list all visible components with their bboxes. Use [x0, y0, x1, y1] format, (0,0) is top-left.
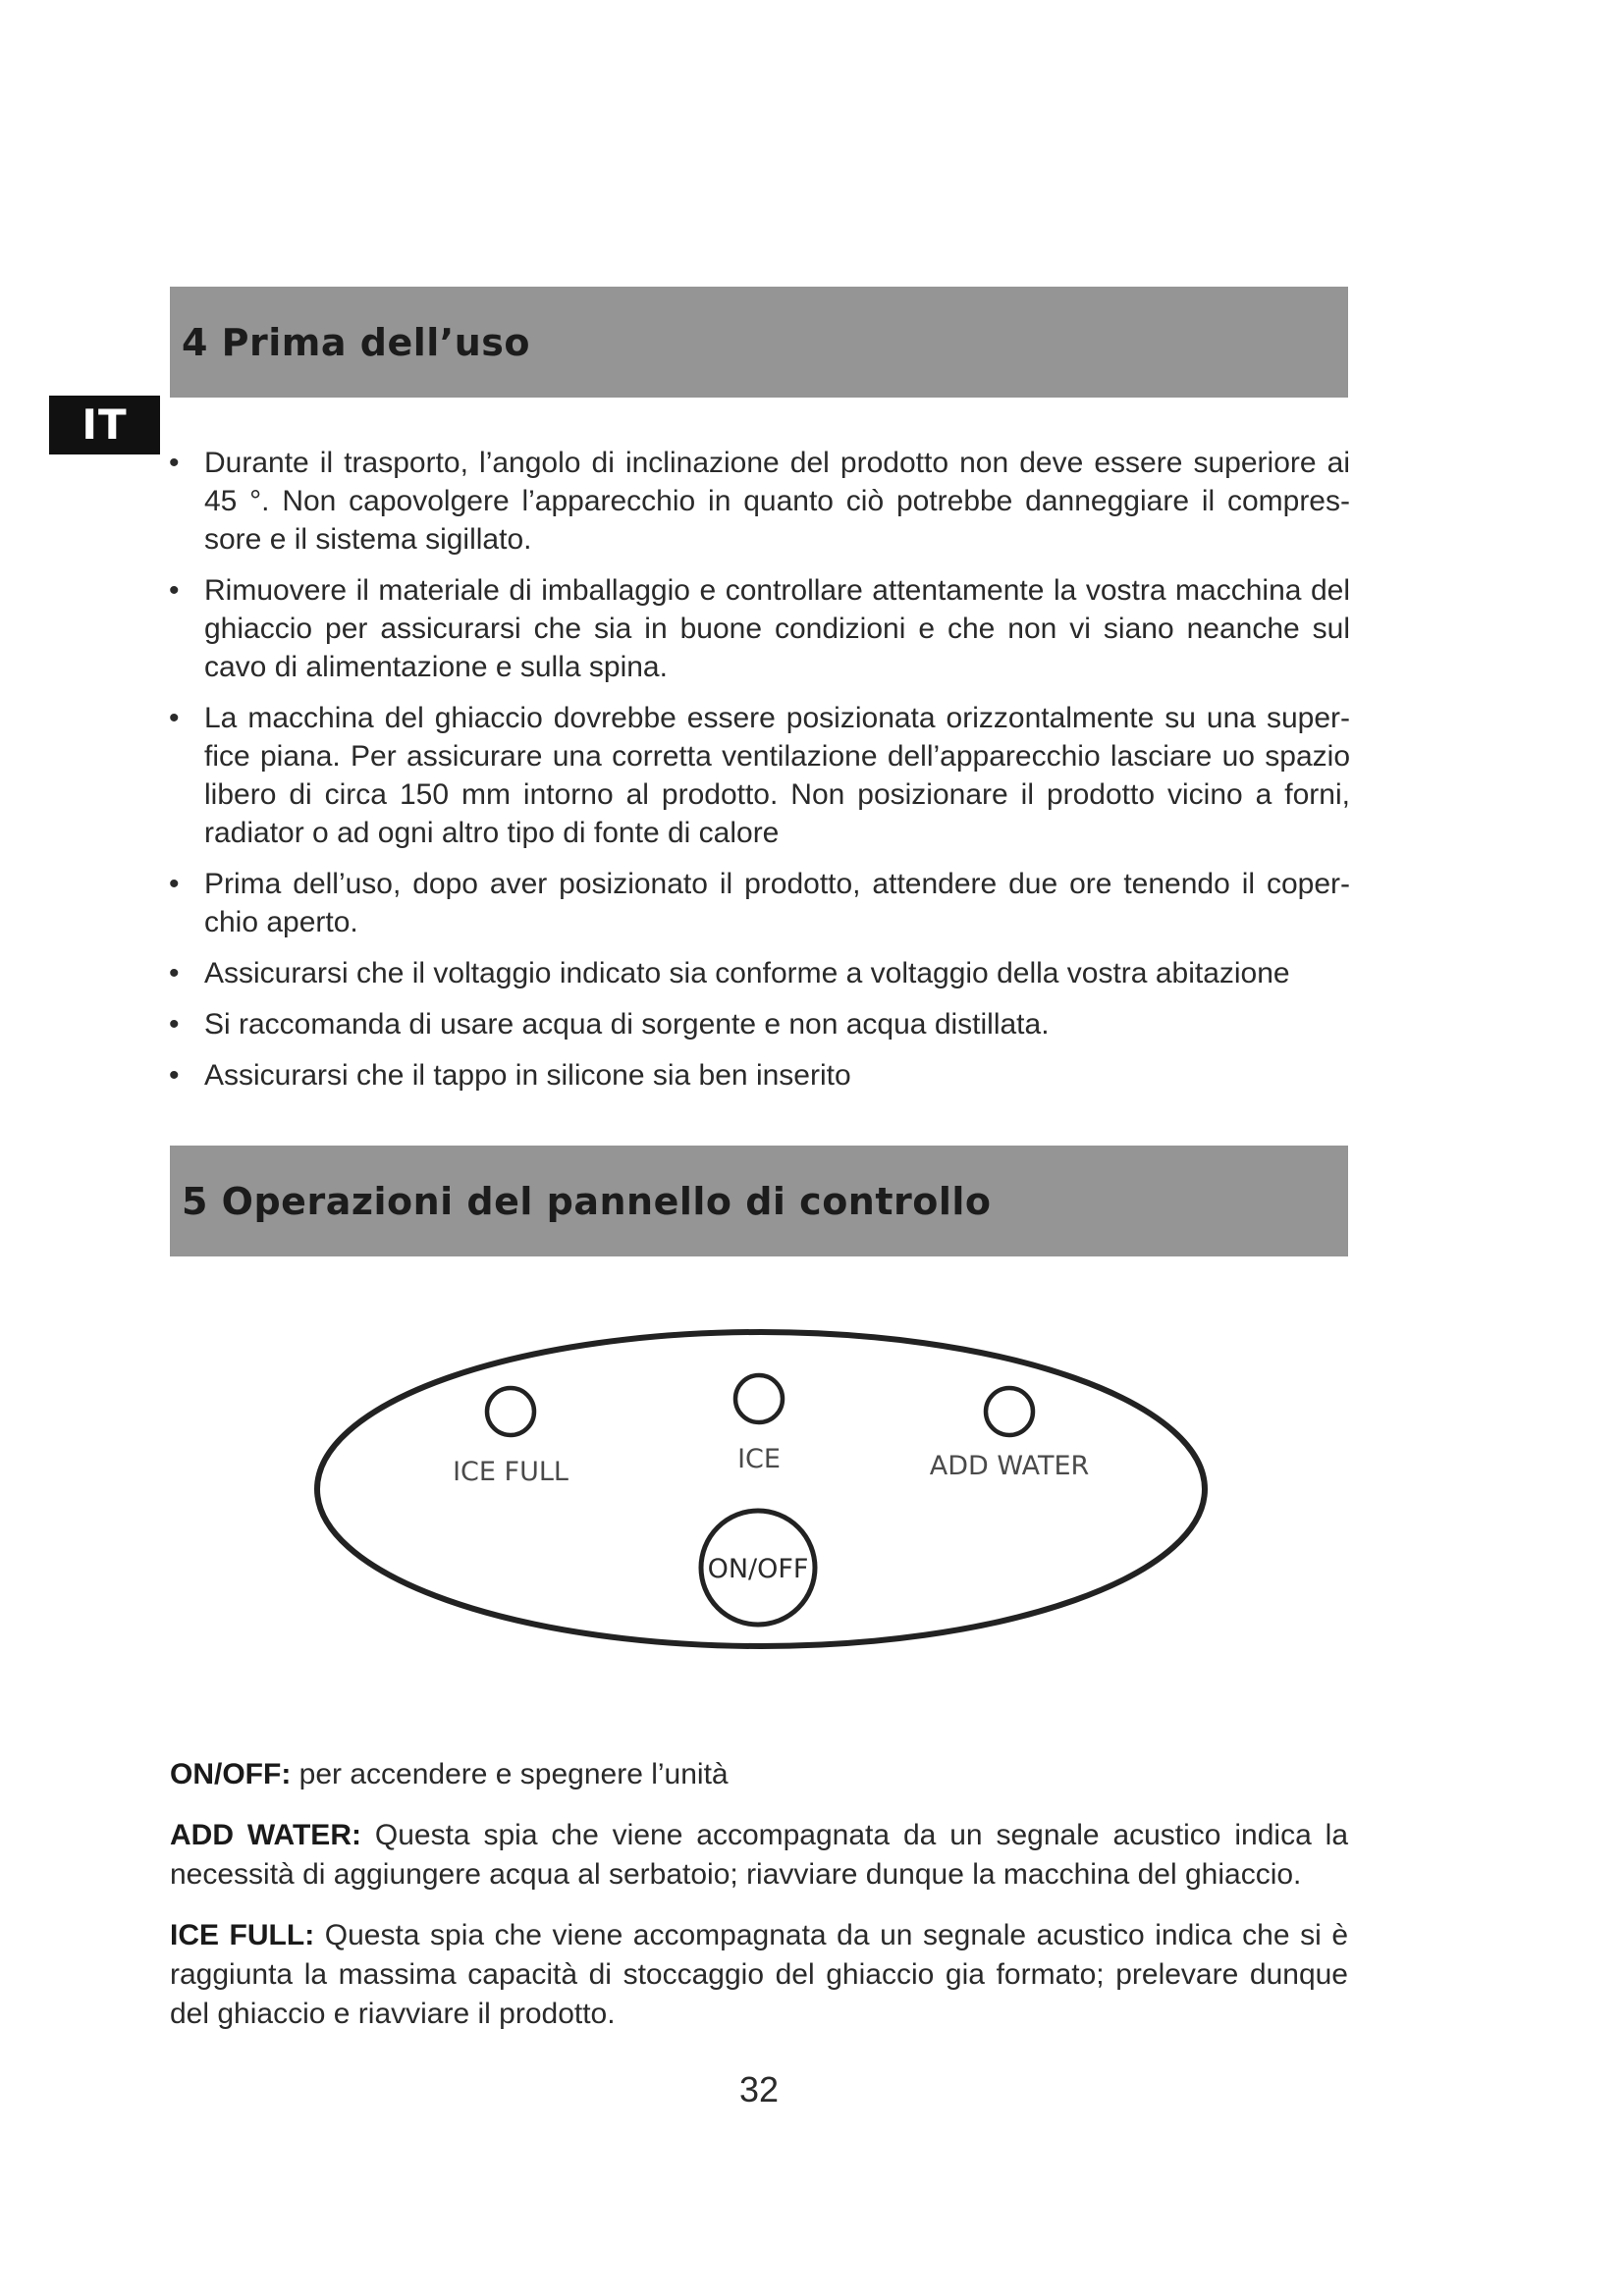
section-header-prima-uso — [170, 287, 1348, 398]
bullet-icon: • — [169, 702, 180, 734]
bullet-icon: • — [169, 574, 180, 607]
add-water-label: ADD WATER — [929, 1451, 1090, 1481]
onoff-text: per accendere e spegnere l’unità — [291, 1758, 729, 1790]
list-item: • La macchina del ghiaccio dovrebbe essere posizionata orizzontalmente su una super-fice piana. Per assicurare una corretta ventilazione dell’apparecchio lasciare uo spazio libero di circa 150 mm intorno al prodotto. Non posizionare il prodotto vicino a forni, radiator o ad ogni altro tipo di fonte di calore — [167, 699, 1350, 852]
language-tab: IT — [49, 396, 160, 454]
control-panel-diagram — [304, 1320, 1218, 1659]
onoff-description — [170, 1755, 1348, 1794]
bullet-icon: • — [169, 447, 180, 479]
section-header-pannello-controllo — [170, 1146, 1348, 1256]
bullet-icon: • — [169, 1059, 180, 1092]
onoff-term: ON/OFF: — [170, 1758, 292, 1790]
list-item: • Si raccomanda di usare acqua di sorgente e non acqua distillata. — [167, 1005, 1350, 1043]
section-title: 5 Operazioni del pannello di controllo — [182, 1179, 992, 1223]
bullet-icon: • — [169, 1008, 180, 1041]
ice-full-description — [170, 1916, 1348, 2034]
onoff-button-label: ON/OFF — [707, 1554, 809, 1584]
bullet-icon: • — [169, 957, 180, 989]
list-item: • Assicurarsi che il voltaggio indicato sia conforme a voltaggio della vostra abitazione — [167, 954, 1350, 992]
list-item: • Rimuovere il materiale di imballaggio e controllare attentamente la vostra macchina del ghiaccio per assicurarsi che sia in buone condizioni e che non vi siano neanche sul cavo di alimentazione e sulla spina. — [167, 571, 1350, 686]
ice-full-term: ICE FULL: — [170, 1919, 315, 1951]
list-item: • Durante il trasporto, l’angolo di inclinazione del prodotto non deve essere superiore ai 45 °. Non capovolgere l’apparecchio in quanto ciò potrebbe danneggiare il compres-sore e il sistema sigillato. — [167, 444, 1350, 559]
bullet-list — [167, 444, 1350, 1107]
page-number: 32 — [738, 2069, 780, 2109]
add-water-text: Questa spia che viene accompagnata da un segnale acustico indica la necessità di aggiungere acqua al serbatoio; riavviare dunque la macchina del ghiaccio. — [170, 1819, 1349, 1891]
section-title: 4 Prima dell’uso — [182, 320, 530, 364]
ice-label: ICE — [737, 1444, 781, 1474]
bullet-icon: • — [169, 868, 180, 900]
ice-full-text: Questa spia che viene accompagnata da un segnale acustico indica che si è raggiunta la massima capacità di stoccaggio del ghiaccio gia formato; prelevare dunque del ghiaccio e riavviare il prodotto. — [170, 1919, 1349, 2030]
add-water-description — [170, 1816, 1348, 1895]
list-item: • Assicurarsi che il tappo in silicone sia ben inserito — [167, 1056, 1350, 1095]
add-water-term: ADD WATER: — [170, 1819, 361, 1851]
ice-full-label: ICE FULL — [453, 1457, 568, 1487]
list-item: • Prima dell’uso, dopo aver posizionato il prodotto, attendere due ore tenendo il coper-chio aperto. — [167, 865, 1350, 941]
